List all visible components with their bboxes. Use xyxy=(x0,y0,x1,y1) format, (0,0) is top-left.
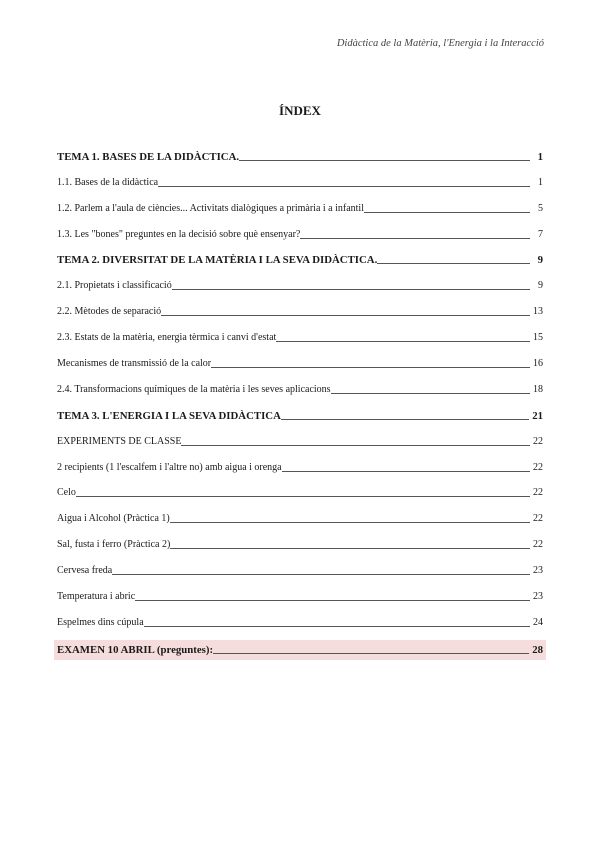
toc-entry-page: 21 xyxy=(532,409,543,422)
toc-entry-page: 22 xyxy=(533,435,543,447)
toc-leader-line xyxy=(213,653,529,654)
toc-entry[interactable] xyxy=(57,404,543,430)
toc-entry-label: Mecanismes de transmissió de la calor xyxy=(57,358,212,370)
toc-entry-page: 1 xyxy=(537,150,543,163)
toc-leader-line xyxy=(135,600,530,601)
toc-leader-line xyxy=(170,548,530,549)
toc-entry[interactable] xyxy=(57,171,543,197)
toc-leader-line xyxy=(112,574,530,575)
toc-entry-page: 24 xyxy=(533,616,543,628)
toc-leader-line xyxy=(181,445,530,446)
toc-leader-line xyxy=(170,522,530,523)
toc-leader-line xyxy=(282,471,530,472)
toc-entry[interactable] xyxy=(57,378,543,404)
toc-entry[interactable] xyxy=(57,430,543,456)
running-header: Didàctica de la Matèria, l'Energia i la Interacció xyxy=(336,38,544,49)
toc-entry-page: 22 xyxy=(533,461,543,473)
toc-entry-label: 1.2. Parlem a l'aula de ciències... Activitats dialògiques a primària i a infantil xyxy=(57,202,364,214)
toc-entry[interactable] xyxy=(54,640,546,660)
toc-entry[interactable] xyxy=(57,533,543,559)
toc-entry[interactable] xyxy=(57,197,543,223)
toc-entry[interactable] xyxy=(57,456,543,482)
toc-entry-page: 22 xyxy=(533,513,543,525)
toc-entry[interactable] xyxy=(57,274,543,300)
toc-leader-line xyxy=(377,263,530,264)
toc-entry-label: Sal, fusta i ferro (Pràctica 2) xyxy=(57,539,171,551)
toc-entry-label: Espelmes dins cúpula xyxy=(57,616,144,628)
toc-leader-line xyxy=(239,160,530,161)
toc-entry[interactable] xyxy=(57,585,543,611)
toc-entry-page: 22 xyxy=(533,487,543,499)
toc-entry[interactable] xyxy=(57,559,543,585)
toc-entry[interactable] xyxy=(57,507,543,533)
toc-entry-label: TEMA 3. L'ENERGIA I LA SEVA DIDÀCTICA xyxy=(57,409,281,422)
toc-entry-label: Temperatura i abric xyxy=(57,591,136,603)
toc-entry-page: 23 xyxy=(533,591,543,603)
table-of-contents xyxy=(57,145,543,660)
toc-entry-label: 1.3. Les "bones" preguntes en la decisió sobre què ensenyar? xyxy=(57,228,301,240)
toc-entry-label: 2.3. Estats de la matèria, energia tèrmica i canvi d'estat xyxy=(57,332,277,344)
toc-entry[interactable] xyxy=(57,611,543,637)
toc-entry-label: TEMA 2. DIVERSITAT DE LA MATÈRIA I LA SEVA DIDÀCTICA. xyxy=(57,254,378,267)
toc-leader-line xyxy=(300,238,530,239)
toc-entry[interactable] xyxy=(57,482,543,508)
toc-leader-line xyxy=(144,626,530,627)
toc-entry-page: 1 xyxy=(538,176,543,188)
toc-entry-label: Cervesa freda xyxy=(57,565,113,577)
toc-entry-page: 23 xyxy=(533,565,543,577)
toc-leader-line xyxy=(76,496,530,497)
toc-entry-label: 2.4. Transformacions químiques de la matèria i les seves aplicacions xyxy=(57,383,331,395)
toc-entry[interactable] xyxy=(57,300,543,326)
toc-entry-label: EXAMEN 10 ABRIL (preguntes): xyxy=(57,643,214,656)
toc-leader-line xyxy=(161,315,530,316)
toc-entry-page: 9 xyxy=(537,254,543,267)
toc-entry[interactable] xyxy=(57,223,543,249)
toc-entry-page: 15 xyxy=(533,332,543,344)
toc-entry-label: 2 recipients (1 l'escalfem i l'altre no) amb aigua i orenga xyxy=(57,461,282,473)
toc-leader-line xyxy=(281,419,529,420)
toc-entry[interactable] xyxy=(57,249,543,275)
toc-entry-label: Celo xyxy=(57,487,76,499)
toc-leader-line xyxy=(211,367,530,368)
toc-entry-label: 2.1. Propietats i classificació xyxy=(57,280,172,292)
toc-entry-page: 28 xyxy=(532,643,543,656)
toc-entry-label: TEMA 1. BASES DE LA DIDÀCTICA. xyxy=(57,150,240,163)
toc-entry-label: EXPERIMENTS DE CLASSE xyxy=(57,435,182,447)
toc-entry-page: 13 xyxy=(533,306,543,318)
toc-entry[interactable] xyxy=(57,145,543,171)
toc-entry-label: 2.2. Mètodes de separació xyxy=(57,306,162,318)
toc-entry-page: 5 xyxy=(538,202,543,214)
toc-entry-page: 7 xyxy=(538,228,543,240)
toc-entry-label: 1.1. Bases de la didàctica xyxy=(57,176,159,188)
toc-entry-page: 16 xyxy=(533,358,543,370)
toc-leader-line xyxy=(331,393,530,394)
toc-leader-line xyxy=(172,289,530,290)
toc-leader-line xyxy=(364,212,530,213)
toc-leader-line xyxy=(276,341,530,342)
toc-entry-label: Aigua i Alcohol (Pràctica 1) xyxy=(57,513,170,525)
toc-entry-page: 22 xyxy=(533,539,543,551)
toc-leader-line xyxy=(158,186,530,187)
page-title: ÍNDEX xyxy=(279,103,321,118)
toc-entry[interactable] xyxy=(57,352,543,378)
toc-entry-page: 9 xyxy=(538,280,543,292)
toc-entry[interactable] xyxy=(57,326,543,352)
toc-entry-page: 18 xyxy=(533,383,543,395)
